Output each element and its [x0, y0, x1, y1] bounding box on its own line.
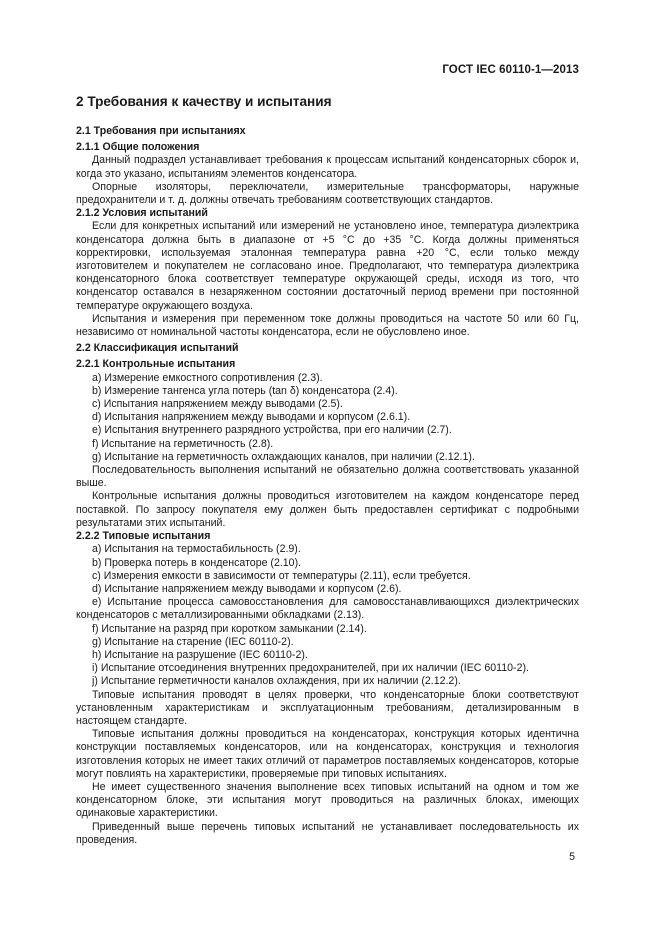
list-item: i) Испытание отсоединения внутренних предохранителей, при их наличии (IEC 60110-2).: [92, 662, 529, 675]
paragraph: Данный подраздел устанавливает требования к процессам испытаний конденсаторных сборок и, когда это указано, испытаниям элементов конденсатора.: [76, 154, 579, 180]
list-item: f) Испытание на разряд при коротком замыкании (2.14).: [92, 622, 367, 635]
list-item: d) Испытания напряжением между выводами и корпусом (2.6.1).: [92, 411, 411, 424]
paragraph: Не имеет существенного значения выполнение всех типовых испытаний на одном и том же конденсаторном блоке, эти испытания могут проводиться на различных блоках, имеющих одинаковые характеристики.: [76, 780, 579, 820]
clause-2-2-2-title: 2.2.2 Типовые испытания: [76, 530, 211, 543]
list-item: d) Испытание напряжением между выводами и корпусом (2.6).: [92, 582, 402, 595]
list-item: b) Измерение тангенса угла потерь (tan δ) конденсатора (2.4).: [92, 384, 398, 397]
paragraph: Последовательность выполнения испытаний не обязательно должна соответствовать указанной выше.: [76, 464, 579, 490]
list-item: b) Проверка потерь в конденсаторе (2.10).: [92, 556, 302, 569]
list-item: a) Испытания на термостабильность (2.9).: [92, 543, 301, 556]
subsection-2-1-title: 2.1 Требования при испытаниях: [76, 125, 246, 137]
paragraph: Если для конкретных испытаний или измерений не установлено иное, температура диэлектрика конденсатора должна быть в диапазоне от +5 °С до +35 °С. Когда должны применяться корректировки, используемая эталонная температура равна +20 °С, если только между изготовителем и покупателем не согласовано иное. Предполагают, что температура диэлектрика конденсаторного блока соответствует температуре окружающей среды, исходя из того, что конденсатор оставался в незаряженном состоянии достаточный период времени при постоянной температуре окружающего воздуха.: [76, 220, 579, 312]
section-title: 2 Требования к качеству и испытания: [76, 94, 332, 109]
paragraph: Опорные изоляторы, переключатели, измерительные трансформаторы, наружные предохранители и т. д. должны отвечать требованиям соответствующих стандартов.: [76, 180, 579, 207]
list-item: e) Испытание процесса самовосстановления для самовосстанавливающихся диэлектрических конденсаторов с металлизированными обкладками (2.13).: [76, 596, 579, 622]
paragraph: Типовые испытания проводят в целях проверки, что конденсаторные блоки соответствуют установленным характеристикам и эксплуатационным требованиям, детализированным в настоящем стандарте.: [76, 688, 579, 727]
list-item: a) Измерение емкостного сопротивления (2.3).: [92, 371, 323, 384]
list-item: e) Испытания внутреннего разрядного устройства, при его наличии (2.7).: [92, 424, 452, 437]
page-number: 5: [569, 851, 575, 863]
paragraph: Контрольные испытания должны проводиться изготовителем на каждом конденсаторе перед поставкой. По запросу покупателя ему должен быть предоставлен сертификат с подробными результатами этих испытаний.: [76, 490, 579, 529]
routine-tests-list: [76, 372, 579, 464]
paragraph: Испытания и измерения при переменном токе должны проводиться на частоте 50 или 60 Гц, независимо от номинальной частоты конденсатора, если не обусловлено иное.: [76, 312, 579, 339]
list-item: g) Испытание на старение (IEC 60110-2).: [92, 635, 294, 648]
list-item: c) Измерения емкости в зависимости от температуры (2.11), если требуется.: [92, 569, 471, 582]
clause-2-1-1-title: 2.1.1 Общие положения: [76, 141, 200, 154]
paragraph: Приведенный выше перечень типовых испытаний не устанавливает последовательность их проведения.: [76, 820, 579, 846]
clause-2-2-1-title: 2.2.1 Контрольные испытания: [76, 358, 236, 371]
subsection-2-2-title: 2.2 Классификация испытаний: [76, 342, 239, 355]
list-item: c) Испытания напряжением между выводами (2.5).: [92, 398, 343, 411]
paragraph: Типовые испытания должны проводиться на конденсаторах, конструкция которых идентична конструкции поставляемых конденсаторов, или на конденсаторах, конструкция и технология изготовления которых не имеет таких отличий от параметров поставляемых конденсаторов, которые могут повлиять на характеристики, проверяемые при типовых испытаниях.: [76, 728, 579, 780]
clause-2-1-2-title: 2.1.2 Условия испытаний: [76, 207, 208, 220]
list-item: j) Испытание герметичности каналов охлаждения, при их наличии (2.12.2).: [92, 675, 461, 688]
list-item: h) Испытание на разрушение (IEC 60110-2).: [92, 648, 308, 661]
list-item: g) Испытание на герметичность охлаждающих каналов, при наличии (2.12.1).: [92, 450, 475, 463]
document-body: [76, 93, 579, 847]
document-header: ГОСТ IEC 60110-1—2013: [442, 64, 579, 76]
type-tests-list: [76, 543, 579, 688]
list-item: f) Испытание на герметичность (2.8).: [92, 437, 274, 450]
